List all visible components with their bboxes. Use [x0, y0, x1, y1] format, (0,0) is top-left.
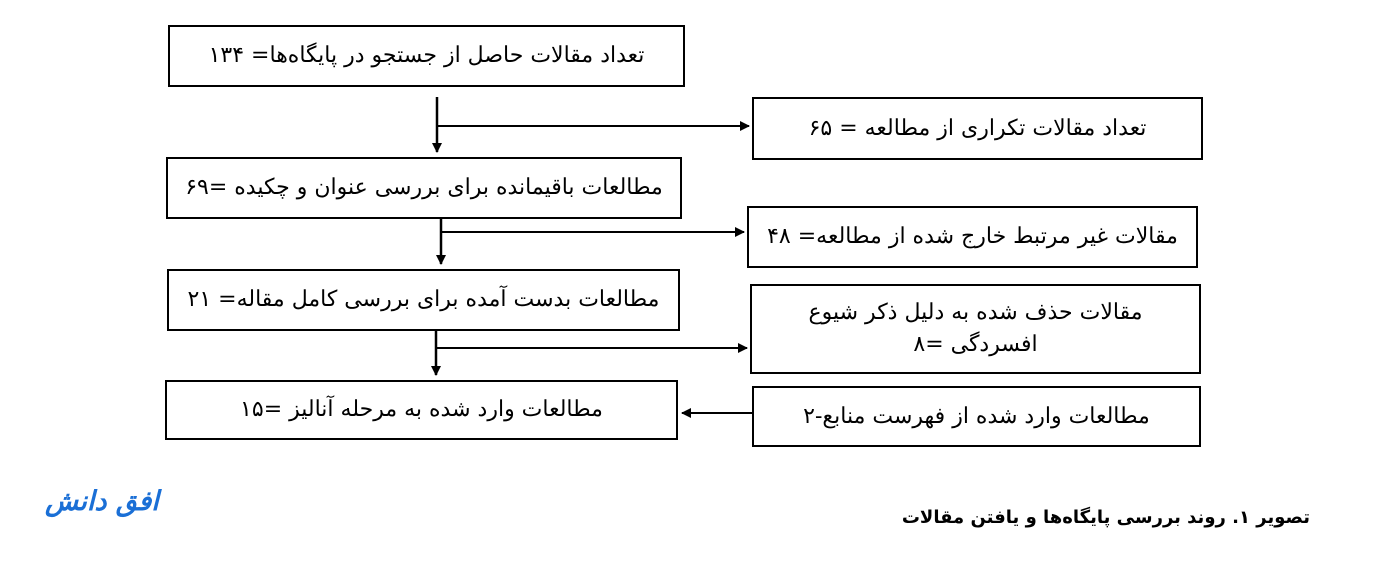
figure-caption: تصویر ۱. روند بررسی پایگاه‌ها و یافتن مقالات [901, 507, 1310, 528]
removed-prevalence-box [750, 284, 1201, 374]
references-box [752, 386, 1201, 447]
full-text-label: مطالعات بدست آمده برای بررسی کامل مقاله= ۲۱ [187, 287, 660, 313]
irrelevant-box [747, 206, 1198, 268]
analysis-box [165, 380, 678, 440]
irrelevant-label: مقالات غیر مرتبط خارج شده از مطالعه= ۴۸ [767, 224, 1178, 250]
search-results-box [168, 25, 685, 87]
duplicates-label: تعداد مقالات تکراری از مطالعه = ۶۵ [808, 115, 1147, 141]
analysis-label: مطالعات وارد شده به مرحله آنالیز =۱۵ [240, 397, 603, 423]
removed-prevalence-label: مقالات حذف شده به دلیل ذکر شیوع افسردگی =۸ [808, 300, 1143, 357]
title-abstract-label: مطالعات باقیمانده برای بررسی عنوان و چکیده =۶۹ [185, 175, 663, 201]
duplicates-box [752, 97, 1203, 160]
full-text-box [167, 269, 680, 331]
journal-logo: افق دانش [45, 486, 159, 517]
references-label: مطالعات وارد شده از فهرست منابع-۲ [803, 403, 1150, 429]
search-results-label: تعداد مقالات حاصل از جستجو در پایگاه‌ها= ۱۳۴ [208, 43, 645, 69]
title-abstract-box [166, 157, 682, 219]
